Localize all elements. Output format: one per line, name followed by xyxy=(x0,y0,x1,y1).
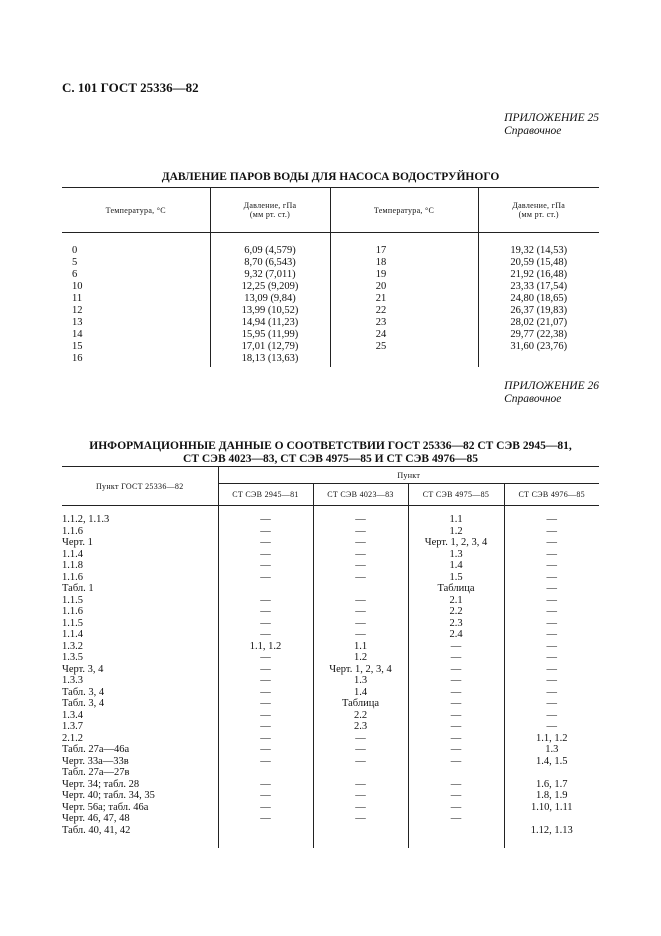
sev-point-cell: — xyxy=(313,618,408,630)
appendix-26 xyxy=(504,380,599,405)
vapor-pressure-table xyxy=(62,187,599,367)
sev-point-cell: — xyxy=(218,813,313,825)
sev-point-cell: — xyxy=(408,733,504,745)
gost-point-cell: Черт. 3, 4 xyxy=(62,663,104,675)
correspondence-row xyxy=(62,526,599,538)
correspondence-rows xyxy=(62,506,599,849)
gost-point-cell: Черт. 40; табл. 34, 35 xyxy=(62,790,155,801)
sev-point-cell: — xyxy=(504,629,599,641)
sev-point-cell: — xyxy=(313,802,408,814)
appendix-26-label: ПРИЛОЖЕНИЕ 26 xyxy=(504,380,599,392)
sev-point-cell: 2.1 xyxy=(408,595,504,607)
sev-point-cell: — xyxy=(218,606,313,618)
sev-point-cell: — xyxy=(408,698,504,710)
pressure-cell: 9,32 (7,011) xyxy=(210,269,330,281)
sev-point-cell: 1.3 xyxy=(313,675,408,687)
col-pressure-right-l2: (мм рт. ст.) xyxy=(518,210,559,219)
vapor-row xyxy=(62,353,599,367)
sev-point-cell: Таблица xyxy=(313,698,408,710)
pressure-cell: 28,02 (21,07) xyxy=(478,317,599,329)
sev-point-cell: — xyxy=(218,733,313,745)
col-temperature-right: Температура, °С xyxy=(330,188,478,233)
sev-point-cell: 1.4 xyxy=(408,560,504,572)
correspondence-row xyxy=(62,790,599,802)
sev-point-cell: — xyxy=(504,618,599,630)
sev-point-cell: — xyxy=(218,756,313,768)
pressure-cell: 8,70 (6,543) xyxy=(210,257,330,269)
pressure-cell: 6,09 (4,579) xyxy=(210,233,330,258)
sev-point-cell: — xyxy=(408,641,504,653)
sev-point-cell: 2.2 xyxy=(408,606,504,618)
vapor-row xyxy=(62,281,599,293)
sev-point-cell: — xyxy=(313,560,408,572)
vapor-row xyxy=(62,233,599,258)
sev-point-cell: — xyxy=(313,549,408,561)
sev-point-cell xyxy=(218,583,313,595)
sev-point-cell: — xyxy=(504,526,599,538)
sev-point-cell: — xyxy=(218,779,313,791)
correspondence-row xyxy=(62,641,599,653)
correspondence-row xyxy=(62,802,599,814)
pressure-cell: 18,13 (13,63) xyxy=(210,353,330,367)
sev-point-cell: — xyxy=(504,721,599,733)
table1-title: ДАВЛЕНИЕ ПАРОВ ВОДЫ ДЛЯ НАСОСА ВОДОСТРУЙНОГО xyxy=(161,171,500,183)
sev-point-cell: 2.3 xyxy=(408,618,504,630)
sev-point-cell: — xyxy=(313,733,408,745)
appendix-26-note: Справочное xyxy=(504,393,562,405)
sev-point-cell xyxy=(218,767,313,779)
temp-cell: 6 xyxy=(72,269,78,280)
sev-point-cell: — xyxy=(313,756,408,768)
gost-point-cell: 2.1.2 xyxy=(62,732,83,744)
sev-point-cell: — xyxy=(218,572,313,584)
correspondence-row xyxy=(62,606,599,618)
sev-point-cell: — xyxy=(504,606,599,618)
sev-point-cell: 1.8, 1.9 xyxy=(504,790,599,802)
sev-point-cell: — xyxy=(218,506,313,526)
sev-point-cell: — xyxy=(408,790,504,802)
temp-cell: 0 xyxy=(72,245,78,256)
temp-cell: 15 xyxy=(72,341,83,352)
sev-point-cell: — xyxy=(504,652,599,664)
sev-point-cell: — xyxy=(218,595,313,607)
temp-cell: 11 xyxy=(72,293,83,304)
sev-point-cell xyxy=(504,813,599,825)
pressure-cell: 13,09 (9,84) xyxy=(210,293,330,305)
pressure-cell: 31,60 (23,76) xyxy=(478,341,599,353)
sev-point-cell: — xyxy=(504,641,599,653)
correspondence-row xyxy=(62,744,599,756)
gost-point-cell: Табл. 3, 4 xyxy=(62,698,105,709)
sev-point-cell: 2.4 xyxy=(408,629,504,641)
sev-point-cell: 1.3 xyxy=(408,549,504,561)
temp-cell: 14 xyxy=(72,329,83,340)
temp-cell: 13 xyxy=(72,317,83,328)
sev-point-cell: — xyxy=(313,790,408,802)
sev-point-cell: — xyxy=(504,583,599,595)
sev-point-cell: 2.2 xyxy=(313,710,408,722)
gost-point-cell: Табл. 1 xyxy=(62,583,94,594)
gost-point-cell: 1.1.2, 1.1.3 xyxy=(62,514,110,525)
sev-point-cell: — xyxy=(313,606,408,618)
sev-point-cell: — xyxy=(408,802,504,814)
sev-point-cell: — xyxy=(504,710,599,722)
sev-point-cell: — xyxy=(218,618,313,630)
temp-cell: 24 xyxy=(330,329,478,341)
sev-point-cell: — xyxy=(408,779,504,791)
correspondence-row xyxy=(62,629,599,641)
sev-point-cell: 1.4 xyxy=(313,687,408,699)
pressure-cell: 20,59 (15,48) xyxy=(478,257,599,269)
sev-point-cell: 1.1, 1.2 xyxy=(504,733,599,745)
pressure-cell: 23,33 (17,54) xyxy=(478,281,599,293)
correspondence-row xyxy=(62,618,599,630)
sev-point-cell: — xyxy=(218,721,313,733)
sev-point-cell: — xyxy=(218,652,313,664)
sev-point-cell: 1.4, 1.5 xyxy=(504,756,599,768)
sev-point-cell xyxy=(313,767,408,779)
gost-point-cell: Табл. 3, 4 xyxy=(62,686,105,698)
gost-point-cell: 1.3.4 xyxy=(62,709,83,721)
col-pressure-right xyxy=(478,188,599,233)
sev-point-cell: 1.1, 1.2 xyxy=(218,641,313,653)
appendix-25 xyxy=(504,112,599,137)
vapor-row xyxy=(62,257,599,269)
correspondence-row xyxy=(62,698,599,710)
sev-point-cell: — xyxy=(218,537,313,549)
sev-point-cell: — xyxy=(408,813,504,825)
temp-cell: 23 xyxy=(330,317,478,329)
sev-point-cell: — xyxy=(218,664,313,676)
sev-point-cell: Таблица xyxy=(408,583,504,595)
sev-point-cell: 1.2 xyxy=(313,652,408,664)
sev-point-cell: — xyxy=(313,629,408,641)
sev-point-cell: — xyxy=(313,595,408,607)
pressure-cell: 13,99 (10,52) xyxy=(210,305,330,317)
correspondence-row xyxy=(62,506,599,526)
col-pressure-left-l2: (мм рт. ст.) xyxy=(249,210,291,219)
vapor-row xyxy=(62,293,599,305)
sev-point-cell: — xyxy=(218,802,313,814)
sev-point-cell: 1.6, 1.7 xyxy=(504,779,599,791)
appendix-25-note: Справочное xyxy=(504,125,562,137)
temp-cell: 16 xyxy=(72,353,83,364)
sev-point-cell: — xyxy=(218,549,313,561)
col-gost-point: Пункт ГОСТ 25336—82 xyxy=(62,467,218,506)
pressure-cell: 29,77 (22,38) xyxy=(478,329,599,341)
gost-point-cell: 1.1.4 xyxy=(62,548,83,560)
sev-point-cell: — xyxy=(408,756,504,768)
appendix-25-label: ПРИЛОЖЕНИЕ 25 xyxy=(504,112,599,124)
sev-point-cell: — xyxy=(218,710,313,722)
sev-point-cell xyxy=(218,825,313,849)
sev-point-cell: — xyxy=(313,779,408,791)
sev-point-cell: Черт. 1, 2, 3, 4 xyxy=(408,537,504,549)
gost-point-cell: Табл. 27а—46а xyxy=(62,744,130,755)
temp-cell: 5 xyxy=(72,257,78,268)
correspondence-row xyxy=(62,756,599,768)
sev-point-cell: 1.1 xyxy=(408,506,504,526)
correspondence-row xyxy=(62,664,599,676)
sev-point-cell: — xyxy=(408,744,504,756)
correspondence-row xyxy=(62,583,599,595)
table2-title xyxy=(0,440,661,466)
col-st-sev-4976: СТ СЭВ 4976—85 xyxy=(504,484,599,506)
pressure-cell: 17,01 (12,79) xyxy=(210,341,330,353)
sev-point-cell: 1.10, 1.11 xyxy=(504,802,599,814)
gost-point-cell: 1.1.6 xyxy=(62,606,83,617)
temp-cell: 22 xyxy=(330,305,478,317)
sev-point-cell: — xyxy=(218,698,313,710)
temp-cell: 12 xyxy=(72,305,83,316)
sev-point-cell xyxy=(408,767,504,779)
sev-point-cell xyxy=(408,825,504,849)
gost-point-cell: Черт. 56а; табл. 46а xyxy=(62,801,149,813)
pressure-cell xyxy=(478,353,599,367)
vapor-pressure-rows xyxy=(62,233,599,368)
pressure-cell: 12,25 (9,209) xyxy=(210,281,330,293)
col-group-point: Пункт xyxy=(218,467,599,484)
gost-point-cell: 1.3.7 xyxy=(62,721,83,732)
correspondence-row xyxy=(62,572,599,584)
sev-point-cell: — xyxy=(313,572,408,584)
correspondence-row xyxy=(62,825,599,849)
gost-point-cell: 1.1.5 xyxy=(62,594,83,606)
correspondence-row xyxy=(62,537,599,549)
sev-point-cell: — xyxy=(408,664,504,676)
vapor-row xyxy=(62,329,599,341)
vapor-row xyxy=(62,341,599,353)
sev-point-cell: 1.5 xyxy=(408,572,504,584)
sev-point-cell: — xyxy=(408,710,504,722)
gost-point-cell: 1.1.6 xyxy=(62,525,83,537)
sev-point-cell: — xyxy=(408,687,504,699)
vapor-row xyxy=(62,269,599,281)
sev-point-cell: — xyxy=(504,560,599,572)
vapor-row xyxy=(62,317,599,329)
col-st-sev-4023: СТ СЭВ 4023—83 xyxy=(313,484,408,506)
correspondence-row xyxy=(62,675,599,687)
gost-point-cell: 1.1.8 xyxy=(62,560,83,571)
correspondence-row xyxy=(62,813,599,825)
correspondence-row xyxy=(62,767,599,779)
sev-point-cell: — xyxy=(504,595,599,607)
col-pressure-left-l1: Давление, гПа xyxy=(243,201,297,210)
sev-point-cell: — xyxy=(313,537,408,549)
gost-point-cell: 1.3.5 xyxy=(62,652,83,663)
sev-point-cell: Черт. 1, 2, 3, 4 xyxy=(313,664,408,676)
sev-point-cell: — xyxy=(504,506,599,526)
gost-point-cell: 1.3.2 xyxy=(62,640,83,652)
gost-point-cell: 1.1.4 xyxy=(62,629,83,640)
sev-point-cell: — xyxy=(313,526,408,538)
sev-point-cell: — xyxy=(408,721,504,733)
col-pressure-left xyxy=(210,188,330,233)
col-st-sev-4975: СТ СЭВ 4975—85 xyxy=(408,484,504,506)
sev-point-cell: — xyxy=(313,506,408,526)
correspondence-table xyxy=(62,466,599,848)
table2-title-line1: ИНФОРМАЦИОННЫЕ ДАННЫЕ О СООТВЕТСТВИИ ГОСТ 25336—82 СТ СЭВ 2945—81, xyxy=(89,440,572,452)
table2-title-line2: СТ СЭВ 4023—83, СТ СЭВ 4975—85 И СТ СЭВ 4976—85 xyxy=(183,453,478,465)
pressure-cell: 24,80 (18,65) xyxy=(478,293,599,305)
sev-point-cell: 1.1 xyxy=(313,641,408,653)
correspondence-row xyxy=(62,733,599,745)
gost-point-cell: 1.1.5 xyxy=(62,617,83,629)
sev-point-cell: — xyxy=(218,675,313,687)
vapor-row xyxy=(62,305,599,317)
sev-point-cell: — xyxy=(504,537,599,549)
correspondence-row xyxy=(62,687,599,699)
sev-point-cell: — xyxy=(504,572,599,584)
gost-point-cell: Табл. 40, 41, 42 xyxy=(62,824,131,836)
gost-point-cell: Табл. 27а—27в xyxy=(62,767,130,778)
temp-cell: 25 xyxy=(330,341,478,353)
pressure-cell: 21,92 (16,48) xyxy=(478,269,599,281)
correspondence-row xyxy=(62,560,599,572)
sev-point-cell: — xyxy=(504,698,599,710)
col-pressure-right-l1: Давление, гПа xyxy=(512,201,566,210)
col-st-sev-2945: СТ СЭВ 2945—81 xyxy=(218,484,313,506)
sev-point-cell: — xyxy=(504,675,599,687)
sev-point-cell: — xyxy=(218,629,313,641)
pressure-cell: 15,95 (11,99) xyxy=(210,329,330,341)
sev-point-cell: 1.3 xyxy=(504,744,599,756)
sev-point-cell: 2.3 xyxy=(313,721,408,733)
gost-point-cell: Черт. 34; табл. 28 xyxy=(62,778,140,790)
temp-cell: 19 xyxy=(330,269,478,281)
temp-cell: 10 xyxy=(72,281,83,292)
sev-point-cell: — xyxy=(504,664,599,676)
sev-point-cell: — xyxy=(504,687,599,699)
gost-point-cell: 1.1.6 xyxy=(62,571,83,583)
gost-point-cell: Черт. 1 xyxy=(62,537,93,548)
correspondence-row xyxy=(62,710,599,722)
temp-cell: 18 xyxy=(330,257,478,269)
temp-cell xyxy=(330,353,478,367)
sev-point-cell xyxy=(313,825,408,849)
sev-point-cell: — xyxy=(313,813,408,825)
sev-point-cell: — xyxy=(313,744,408,756)
gost-point-cell: Черт. 46, 47, 48 xyxy=(62,813,130,824)
sev-point-cell: — xyxy=(218,790,313,802)
correspondence-row xyxy=(62,549,599,561)
sev-point-cell: — xyxy=(504,549,599,561)
pressure-cell: 14,94 (11,23) xyxy=(210,317,330,329)
sev-point-cell xyxy=(313,583,408,595)
sev-point-cell: — xyxy=(218,560,313,572)
sev-point-cell: — xyxy=(408,652,504,664)
temp-cell: 21 xyxy=(330,293,478,305)
pressure-cell: 19,32 (14,53) xyxy=(478,233,599,258)
correspondence-row xyxy=(62,595,599,607)
sev-point-cell: 1.2 xyxy=(408,526,504,538)
sev-point-cell xyxy=(504,767,599,779)
temp-cell: 20 xyxy=(330,281,478,293)
gost-point-cell: 1.3.3 xyxy=(62,675,83,686)
col-temperature-left: Температура, °С xyxy=(62,188,210,233)
sev-point-cell: — xyxy=(218,744,313,756)
page-header: С. 101 ГОСТ 25336—82 xyxy=(62,80,199,95)
temp-cell: 17 xyxy=(330,233,478,258)
sev-point-cell: — xyxy=(218,687,313,699)
pressure-cell: 26,37 (19,83) xyxy=(478,305,599,317)
gost-point-cell: Черт. 33а—33в xyxy=(62,755,129,767)
sev-point-cell: — xyxy=(218,526,313,538)
correspondence-row xyxy=(62,721,599,733)
sev-point-cell: — xyxy=(408,675,504,687)
correspondence-row xyxy=(62,652,599,664)
correspondence-row xyxy=(62,779,599,791)
sev-point-cell: 1.12, 1.13 xyxy=(504,825,599,849)
